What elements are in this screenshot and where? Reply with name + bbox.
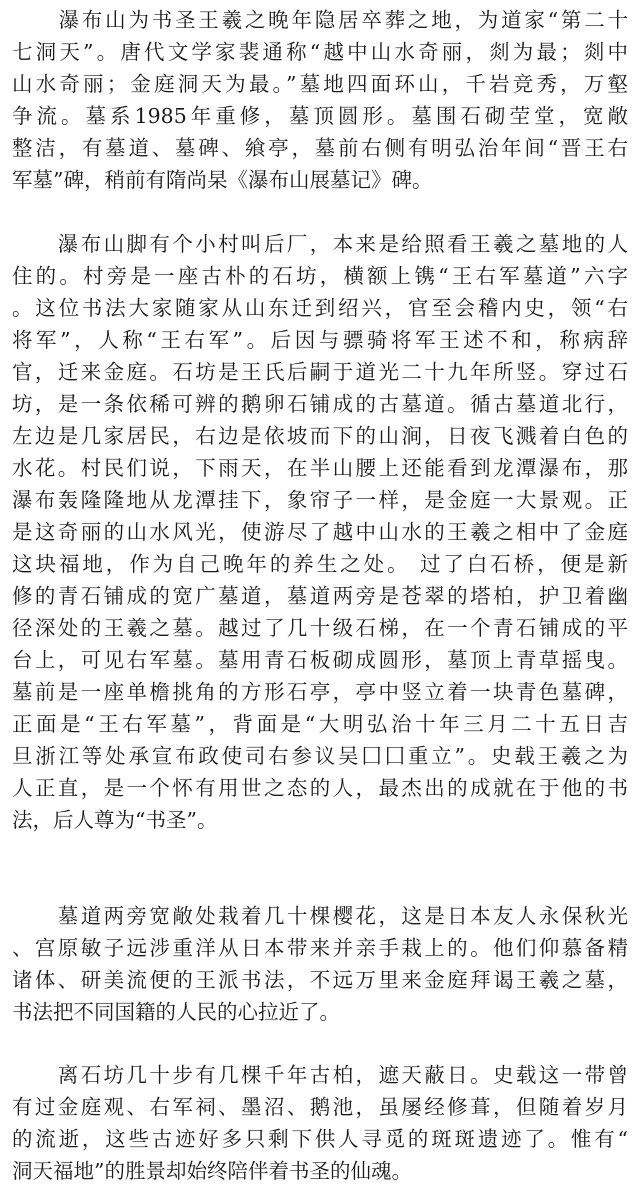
text-line: 台上，可见右军墓。墓用青石板砌成圆形，墓顶上青草摇曳。 [12, 648, 628, 672]
text-line: 左边是几家居民，右边是依坡而下的山涧，日夜飞溅着白色的 [12, 424, 628, 448]
text-line: 七洞天”。唐代文学家裴通称“越中山水奇丽，剡为最；剡中 [12, 40, 628, 64]
text-line: 是这奇丽的山水风光，使游尽了越中山水的王羲之相中了金庭 [12, 520, 628, 544]
text-line: 。这位书法大家随家从山东迁到绍兴，官至会稽内史，领“右 [12, 296, 628, 320]
text-line: 墓前是一座单檐挑角的方形石亭，亭中竖立着一块青色墓碑， [12, 680, 628, 704]
text-line: 有过金庭观、右军祠、墨沼、鹅池，虽屡经修葺，但随着岁月 [12, 1095, 628, 1119]
text-line: 争流。墓系1985年重修，墓顶圆形。墓围石砌茔堂，宽敞 [12, 104, 628, 128]
text-line: 水花。村民们说，下雨天，在半山腰上还能看到龙潭瀑布，那 [12, 456, 628, 480]
text-line: 官，迁来金庭。石坊是王氏后嗣于道光二十九年所竖。穿过石 [12, 360, 628, 384]
text-line: 这块福地，作为自己晚年的养生之处。 过了白石桥，便是新 [12, 552, 628, 576]
text-line: 的流逝，这些古迹好多只剩下供人寻觅的斑斑遗迹了。惟有“ [12, 1127, 628, 1151]
paragraph-tomb-path [12, 228, 628, 836]
text-line: 修的青石铺成的宽广墓道，墓道两旁是苍翠的塔柏，护卫着幽 [12, 584, 628, 608]
text-line: 山水奇丽；金庭洞天为最。”墓地四面环山，千岩竞秀，万壑 [12, 72, 628, 96]
text-line: 正面是“王右军墓”，背面是“大明弘治十年三月二十五日吉 [12, 712, 628, 736]
text-line: 诸体、研美流便的王派书法，不远万里来金庭拜谒王羲之墓， [12, 968, 628, 992]
text-line: 洞天福地”的胜景却始终陪伴着书圣的仙魂。 [12, 1159, 412, 1183]
text-line: 墓道两旁宽敞处栽着几十棵樱花，这是日本友人永保秋光 [12, 904, 628, 928]
text-line: 旦浙江等处承宣布政使司右参议吴囗囗重立”。史载王羲之为 [12, 744, 628, 768]
text-line: 离石坊几十步有几棵千年古柏，遮天蔽日。史载这一带曾 [12, 1063, 628, 1087]
paragraph-waterfall-mountain [12, 4, 628, 196]
text-line: 、宫原敏子远涉重洋从日本带来并亲手栽上的。他们仰慕备精 [12, 936, 628, 960]
text-line: 书法把不同国籍的人民的心拉近了。 [12, 1000, 340, 1024]
text-line: 人正直，是一个怀有用世之态的人，最杰出的成就在于他的书 [12, 776, 628, 800]
text-line: 将军”，人称“王右军”。后因与骠骑将军王述不和，称病辞 [12, 328, 628, 352]
text-line: 径深处的王羲之墓。越过了几十级石梯，在一个青石铺成的平 [12, 616, 628, 640]
text-line: 军墓”碑，稍前有隋尚杲《瀑布山展墓记》碑。 [12, 168, 433, 192]
text-line: 瀑布轰隆隆地从龙潭挂下，象帘子一样，是金庭一大景观。正 [12, 488, 628, 512]
paragraph-ancient-cypress [12, 1059, 628, 1187]
text-line: 住的。村旁是一座古朴的石坊，横额上镌“王右军墓道”六字 [12, 264, 628, 288]
text-line: 瀑布山脚有个小村叫后厂，本来是给照看王羲之墓地的人 [12, 232, 628, 256]
text-line: 整洁，有墓道、墓碑、飨亭，墓前右侧有明弘治年间“晋王右 [12, 136, 628, 160]
text-line: 瀑布山为书圣王羲之晚年隐居卒葬之地，为道家“第二十 [12, 8, 628, 32]
text-line: 坊，是一条依稀可辨的鹅卵石铺成的古墓道。循古墓道北行， [12, 392, 628, 416]
text-line: 法，后人尊为“书圣”。 [12, 808, 218, 832]
paragraph-cherry-blossoms [12, 900, 628, 1028]
